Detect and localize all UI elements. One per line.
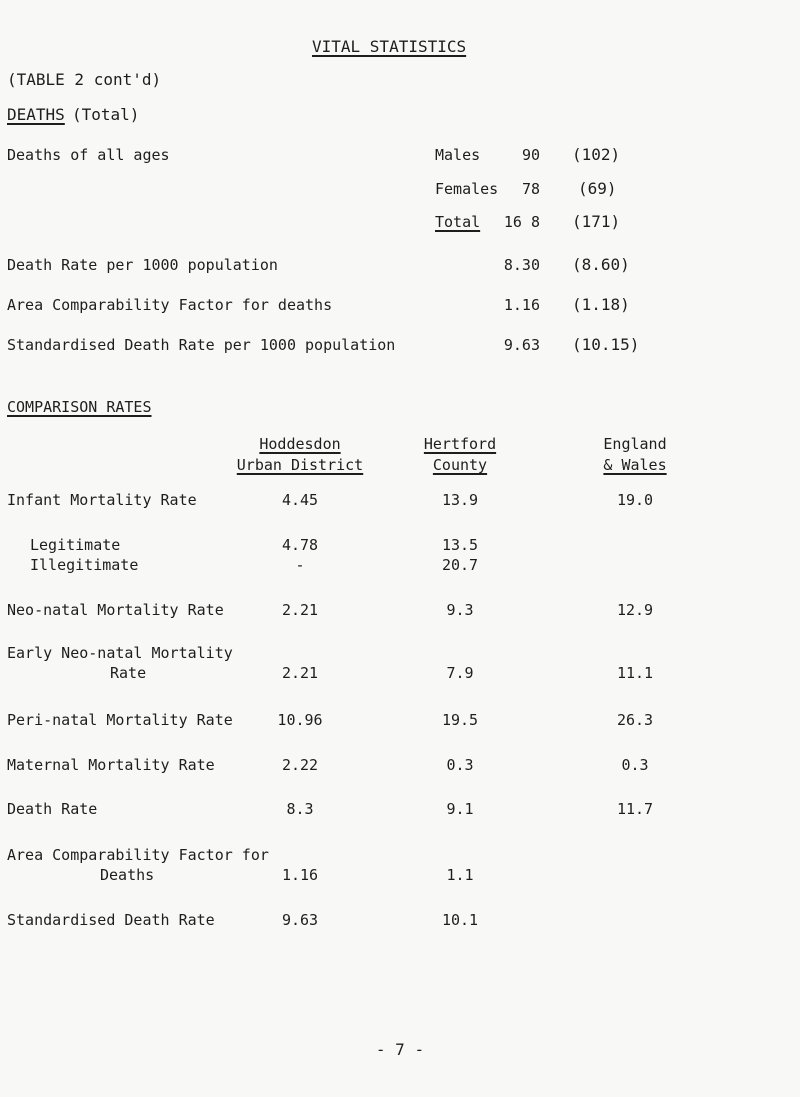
standardised-death-rate-prev: (10.15) [572,335,640,354]
cell-hertford: 10.1 [441,911,479,929]
cell-hertford: 7.9 [446,664,474,682]
death-rate-value: 8.30 [503,256,540,274]
deaths-females-label: Females [435,180,499,198]
deaths-females-prev: (69) [578,179,617,198]
deaths-females-value: 78 [521,180,540,198]
cell-hertford: 20.7 [441,556,479,574]
page-number: - 7 - [375,1040,425,1059]
death-rate-label: Death Rate per 1000 population [7,256,278,274]
cell-hertford: 9.3 [446,601,474,619]
row-label: Neo-natal Mortality Rate [7,601,224,619]
cell-hertford: 1.1 [446,866,474,884]
row-label: Maternal Mortality Rate [7,756,215,774]
cell-hertford: 0.3 [446,756,474,774]
cell-hoddesdon: 10.96 [277,711,323,729]
cell-hertford: 19.5 [441,711,479,729]
page-title: VITAL STATISTICS [312,37,467,56]
deaths-all-ages-label: Deaths of all ages [7,146,170,164]
deaths-total-value: 16 8 [503,213,540,231]
cell-hoddesdon: 2.22 [281,756,319,774]
row-label: Area Comparability Factor for [7,846,269,864]
death-rate-prev: (8.60) [572,255,630,274]
cell-england-wales: 11.1 [616,664,654,682]
cell-hoddesdon: 2.21 [281,601,319,619]
deaths-total-label: Total [435,213,481,231]
column-header-line2: Urban District [236,456,364,474]
table-reference: (TABLE 2 cont'd) [7,70,162,89]
cell-hertford: 9.1 [446,800,474,818]
cell-england-wales: 0.3 [621,756,649,774]
cell-england-wales: 12.9 [616,601,654,619]
area-comparability-value: 1.16 [503,296,540,314]
cell-hoddesdon: 4.45 [281,491,319,509]
comparison-heading: COMPARISON RATES [7,398,152,416]
row-label: Illegitimate [30,556,139,574]
column-header-hertford [380,435,540,474]
area-comparability-prev: (1.18) [572,295,630,314]
column-header-line1: England [603,435,667,453]
cell-england-wales: 19.0 [616,491,654,509]
column-header-line1: Hoddesdon [259,435,341,453]
cell-hoddesdon: 1.16 [281,866,319,884]
cell-hoddesdon: 8.3 [286,800,314,818]
cell-hoddesdon: 4.78 [281,536,319,554]
row-label: Early Neo-natal Mortality [7,644,233,662]
column-header-line2: County [432,456,488,474]
deaths-total-prev: (171) [572,212,621,231]
cell-hoddesdon: 2.21 [281,664,319,682]
cell-hoddesdon: 9.63 [281,911,319,929]
column-header-line1: Hertford [423,435,497,453]
standardised-death-rate-label: Standardised Death Rate per 1000 population [7,336,396,354]
deaths-males-value: 90 [521,146,540,164]
cell-england-wales: 26.3 [616,711,654,729]
row-label: Legitimate [30,536,121,554]
cell-hertford: 13.9 [441,491,479,509]
deaths-males-label: Males [435,146,481,164]
cell-hoddesdon: - [295,556,305,574]
row-label: Peri-natal Mortality Rate [7,711,233,729]
deaths-males-prev: (102) [572,145,621,164]
cell-hertford: 13.5 [441,536,479,554]
row-label: Death Rate [7,800,98,818]
deaths-heading: DEATHS [7,105,65,124]
deaths-heading-suffix: (Total) [72,105,140,124]
row-label-continued: Rate [110,664,147,682]
row-label: Infant Mortality Rate [7,491,197,509]
column-header-hoddesdon [220,435,380,474]
standardised-death-rate-value: 9.63 [503,336,540,354]
row-label: Standardised Death Rate [7,911,215,929]
area-comparability-label: Area Comparability Factor for deaths [7,296,333,314]
column-header-line2: & Wales [603,456,667,474]
column-header-england-wales [560,435,710,474]
cell-england-wales: 11.7 [616,800,654,818]
row-label-continued: Deaths [100,866,155,884]
